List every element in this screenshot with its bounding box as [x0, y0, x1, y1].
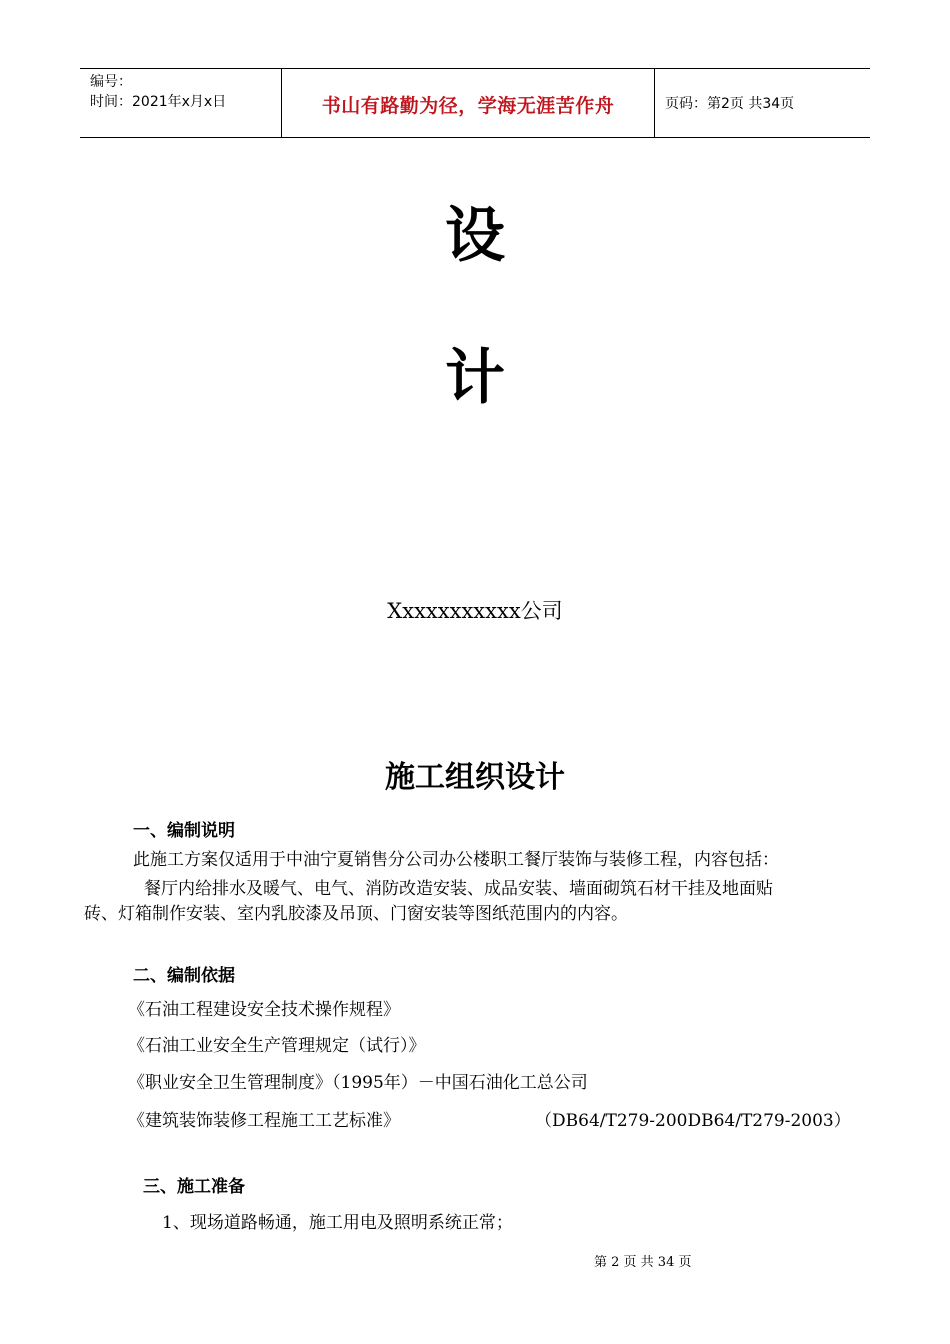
- section-2-ref-4: 《建筑装饰装修工程施工工艺标准》: [128, 1111, 400, 1131]
- section-3-heading: 三、施工准备: [143, 1177, 245, 1197]
- section-2-ref-2: 《石油工业安全生产管理规定（试行）》: [128, 1036, 426, 1056]
- section-2-ref-4-code: （DB64/T279-200DB64/T279-2003）: [535, 1111, 851, 1131]
- section-1-line-3: 砖、灯箱制作安装、室内乳胶漆及吊顶、门窗安装等图纸范围内的内容。: [84, 904, 628, 924]
- page-label: 页码：第2页 共34页: [665, 96, 795, 112]
- page-footer: 第 2 页 共 34 页: [594, 1255, 692, 1270]
- cover-char-2: 计: [445, 343, 505, 413]
- number-label: 编号：: [90, 74, 132, 90]
- company-name: Xxxxxxxxxxx公司: [387, 599, 563, 623]
- section-2-ref-3: 《职业安全卫生管理制度》（1995年）－中国石油化工总公司: [128, 1073, 588, 1093]
- section-1-line-1: 此施工方案仅适用于中油宁夏销售分公司办公楼职工餐厅装饰与装修工程，内容包括：: [133, 850, 779, 870]
- header-page-cell: [655, 69, 870, 137]
- section-2-ref-1: 《石油工程建设安全技术操作规程》: [128, 1000, 400, 1020]
- section-2-heading: 二、编制依据: [133, 966, 235, 986]
- header-motto-cell: [282, 69, 655, 137]
- section-3-item-1: 1、现场道路畅通，施工用电及照明系统正常；: [162, 1213, 513, 1233]
- header-info-cell: [80, 69, 282, 137]
- page-header: [80, 68, 870, 138]
- motto-text: 书山有路勤为径，学海无涯苦作舟: [321, 95, 615, 117]
- section-1-heading: 一、编制说明: [133, 821, 235, 841]
- section-1-line-2: 餐厅内给排水及暖气、电气、消防改造安装、成品安装、墙面砌筑石材干挂及地面贴: [144, 879, 773, 899]
- document-title: 施工组织设计: [385, 760, 565, 795]
- time-label: 时间：2021年x月x日: [90, 94, 227, 110]
- cover-char-1: 设: [445, 201, 505, 271]
